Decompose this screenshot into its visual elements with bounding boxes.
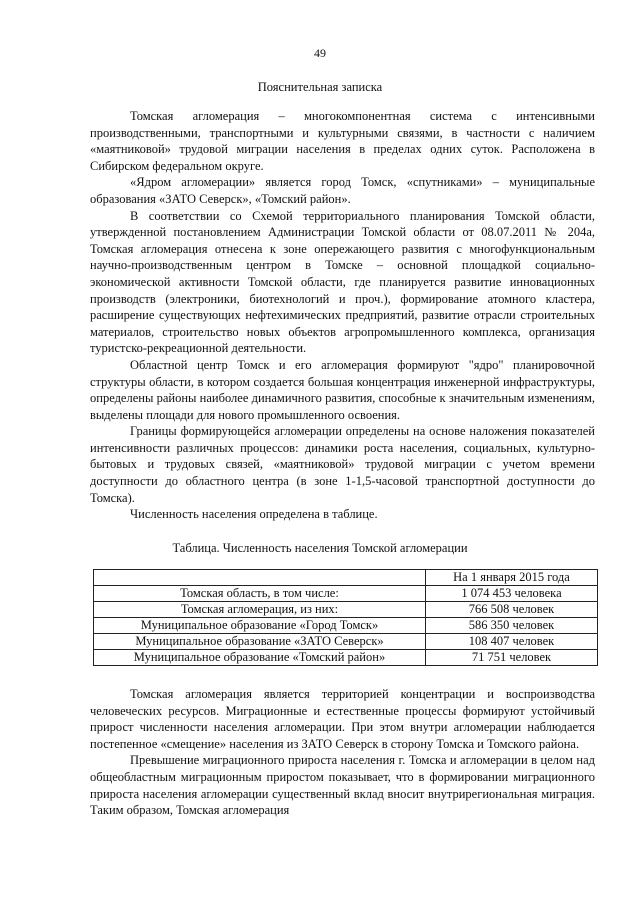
table-row xyxy=(94,618,598,634)
table-row xyxy=(94,602,598,618)
table-row xyxy=(94,650,598,666)
table-cell-value: 71 751 человек xyxy=(426,650,598,666)
page-number: 49 xyxy=(314,46,326,60)
table-cell-value: 1 074 453 человека xyxy=(426,586,598,602)
table-caption: Таблица. Численность населения Томской агломерации xyxy=(172,541,468,555)
table-cell-value: 586 350 человек xyxy=(426,618,598,634)
paragraph: «Ядром агломерации» является город Томск, «спутниками» – муниципальные образования «ЗАТО Северск», «Томский район». xyxy=(90,175,595,206)
paragraph: Превышение миграционного прироста населения г. Томска и агломерации в целом над общеобластным миграционным приростом показывает, что в формировании миграционного прироста населения агломерации существенный вклад вносит внутрирегиональная миграция. Таким образом, Томская агломерация xyxy=(90,753,595,818)
paragraph: Областной центр Томск и его агломерация формируют "ядро" планировочной структуры области, в котором создается большая концентрация инженерной инфраструктуры, определены районы наиболее динамичного развития, способные к значительным изменениям, выделены площади для нового промышленного освоения. xyxy=(90,357,595,422)
population-table xyxy=(93,569,598,666)
table-header-row xyxy=(94,570,598,586)
paragraph: Томская агломерация является территорией концентрации и воспроизводства человеческих ресурсов. Миграционные и естественные процессы формируют устойчивый прирост численности населения агломерации. При этом внутри агломерации наблюдается постепенное «смещение» населения из ЗАТО Северск в сторону Томска и Томского района. xyxy=(90,687,595,751)
table-cell-value: 108 407 человек xyxy=(426,634,598,650)
paragraph: В соответствии со Схемой территориального планирования Томской области, утвержденной постановлением Администрации Томской области от 08.07.2011 № 204а, Томская агломерация отнесена к зоне опережающего развития с многофункциональным научно-производственным центром в Томске – основной площадкой социально-экономической активности Томской области, где планируется развитие инновационных производств (электроники, биотехнологий и проч.), формирование атомного кластера, расширение существующих нефтехимических предприятий, развитие отрасли строительных материалов, строительство новых объектов агропромышленного комплекса, организация туристско-рекреационной деятельности. xyxy=(90,208,595,356)
table-cell-name: Муниципальное образование «Томский район» xyxy=(94,650,426,666)
page-title: Пояснительная записка xyxy=(257,80,383,94)
table-row xyxy=(94,634,598,650)
table-cell-name: Муниципальное образование «ЗАТО Северск» xyxy=(94,634,426,650)
table-cell-name: Томская агломерация, из них: xyxy=(94,602,426,618)
table-cell-name: Томская область, в том числе: xyxy=(94,586,426,602)
table-cell-name: Муниципальное образование «Город Томск» xyxy=(94,618,426,634)
body-text-upper xyxy=(90,108,595,523)
table-header-name xyxy=(94,570,426,586)
table-header-value: На 1 января 2015 года xyxy=(426,570,598,586)
table-row xyxy=(94,586,598,602)
paragraph: Границы формирующейся агломерации определены на основе наложения показателей интенсивности различных процессов: динамики роста населения, социальных, культурно-бытовых и трудовых связей, «маятниковой» трудовой миграции с учетом времени доступности до областного центра (в зоне 1-1,5-часовой транспортной доступности до Томска). xyxy=(90,424,595,505)
table-cell-value: 766 508 человек xyxy=(426,602,598,618)
paragraph: Томская агломерация – многокомпонентная система с интенсивными производственными, транспортными и культурными связями, в частности с наличием «маятниковой» трудовой миграции населения в пределах одних суток. Расположена в Сибирском федеральном округе. xyxy=(90,109,595,173)
body-text-lower xyxy=(90,686,595,819)
paragraph: Численность населения определена в таблице. xyxy=(130,507,378,522)
